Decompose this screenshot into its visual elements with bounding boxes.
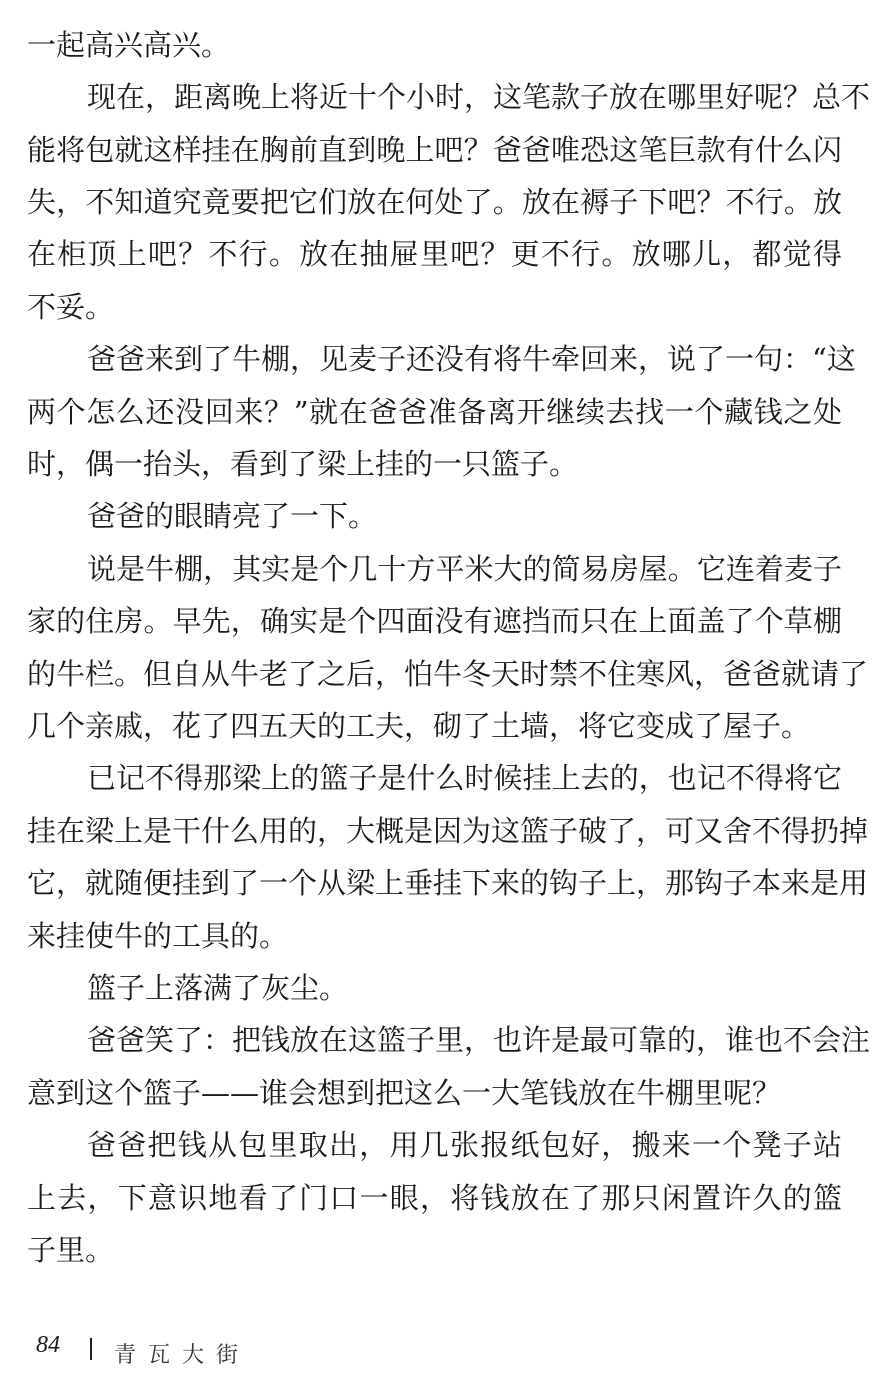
text-line: 爸爸的眼睛亮了一下。 <box>87 499 378 533</box>
text-line: 在柜顶上吧？不行。放在抽屉里吧？更不行。放哪儿，都觉得 <box>27 237 842 271</box>
text-line: 的牛栏。但自从牛老了之后，怕牛冬天时禁不住寒风，爸爸就请了 <box>27 657 869 691</box>
text-line: 挂在梁上是干什么用的，大概是因为这篮子破了，可又舍不得扔掉 <box>27 814 869 848</box>
footer-divider <box>90 1338 92 1360</box>
text-line: 已记不得那梁上的篮子是什么时候挂上去的，也记不得将它 <box>87 761 842 795</box>
text-line: 现在，距离晚上将近十个小时，这笔款子放在哪里好呢？总不 <box>87 80 871 114</box>
book-title: 青瓦大街 <box>114 1343 251 1368</box>
text-line: 它，就随便挂到了一个从梁上垂挂下来的钩子上，那钩子本来是用 <box>27 866 869 900</box>
text-line: 几个亲戚，花了四五天的工夫，砌了土墙，将它变成了屋子。 <box>27 709 811 743</box>
text-line: 上去，下意识地看了门口一眼，将钱放在了那只闲置许久的篮 <box>27 1181 842 1215</box>
text-line: 能将包就这样挂在胸前直到晚上吧？爸爸唯恐这笔巨款有什么闪 <box>27 133 842 167</box>
text-line: 不妥。 <box>27 290 115 324</box>
text-line: 爸爸把钱从包里取出，用几张报纸包好，搬来一个凳子站 <box>87 1128 842 1162</box>
text-line: 说是牛棚，其实是个几十方平米大的简易房屋。它连着麦子 <box>87 552 842 586</box>
text-line: 两个怎么还没回来？”就在爸爸准备离开继续去找一个藏钱之处 <box>27 395 842 429</box>
text-line: 一起高兴高兴。 <box>27 28 231 62</box>
text-line: 来挂使牛的工具的。 <box>27 919 289 953</box>
text-line: 失，不知道究竟要把它们放在何处了。放在褥子下吧？不行。放 <box>27 185 842 219</box>
text-line: 时，偶一抬头，看到了梁上挂的一只篮子。 <box>27 447 579 481</box>
text-line: 爸爸来到了牛棚，见麦子还没有将牛牵回来，说了一句：“这 <box>87 342 856 376</box>
text-line: 家的住房。早先，确实是个四面没有遮挡而只在上面盖了个草棚 <box>27 604 842 638</box>
text-line: 子里。 <box>27 1233 115 1267</box>
text-line: 爸爸笑了：把钱放在这篮子里，也许是最可靠的，谁也不会注 <box>87 1023 871 1057</box>
text-line: 篮子上落满了灰尘。 <box>87 971 349 1005</box>
text-line: 意到这个篮子——谁会想到把这么一大笔钱放在牛棚里呢？ <box>27 1076 782 1110</box>
page-number: 84 <box>36 1332 60 1358</box>
